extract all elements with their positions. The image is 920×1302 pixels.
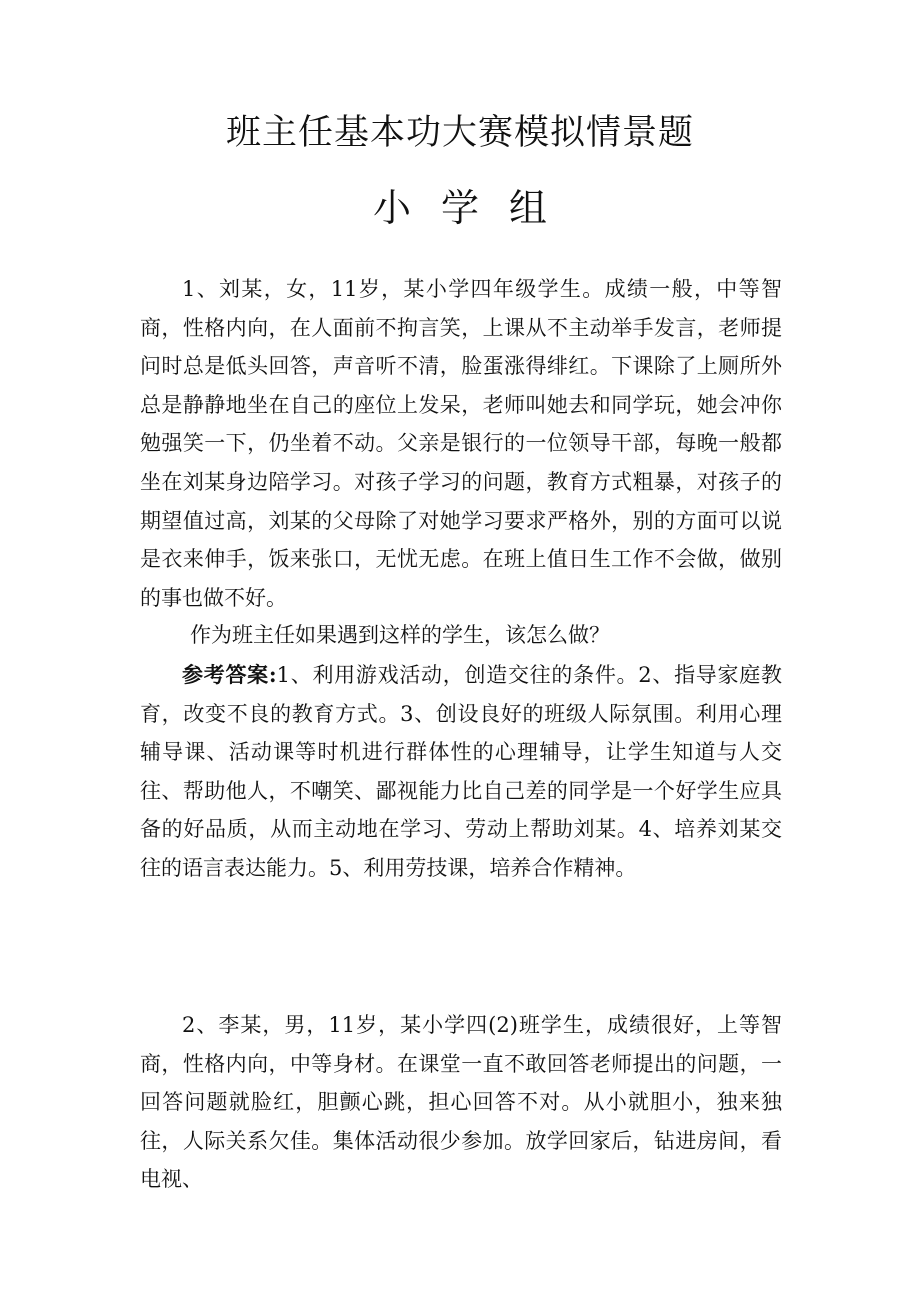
document-title: 班主任基本功大赛模拟情景题 — [225, 113, 694, 153]
case1-question: 作为班主任如果遇到这样的学生，该怎么做？ — [190, 623, 610, 647]
document-subtitle: 小学组 — [372, 186, 577, 230]
case1-answer — [140, 656, 782, 888]
answer-label: 参考答案: — [182, 662, 277, 687]
case2-description: 2、李某，男，11岁，某小学四(2)班学生，成绩很好，上等智商，性格内向，中等身材。在课堂一直不敢回答老师提出的问题，一回答问题就脸红，胆颤心跳，担心回答不对。从小就胆小，独来独往，人际关系欠佳。集体活动很少参加。放学回家后，钻进房间，看电视、 — [140, 1013, 782, 1192]
answer-text: 1、利用游戏活动，创造交往的条件。2、指导家庭教育，改变不良的教育方式。3、创设良好的班级人际氛围。利用心理辅导课、活动课等时机进行群体性的心理辅导，让学生知道与人交往、帮助他人，不嘲笑、鄙视能力比自己差的同学是一个好学生应具备的好品质，从而主动地在学习、劳动上帮助刘某。4、培养刘某交往的语言表达能力。5、利用劳技课，培养合作精神。 — [140, 663, 782, 880]
case1-description: 1、刘某，女，11岁，某小学四年级学生。成绩一般，中等智商，性格内向，在人面前不拘言笑，上课从不主动举手发言，老师提问时总是低头回答，声音听不清，脸蛋涨得绯红。下课除了上厕所外总是静静地坐在自己的座位上发呆，老师叫她去和同学玩，她会冲你勉强笑一下，仍坐着不动。父亲是银行的一位领导干部，每晚一般都坐在刘某身边陪学习。对孩子学习的问题，教育方式粗暴，对孩子的期望值过高，刘某的父母除了对她学习要求严格外，别的方面可以说是衣来伸手，饭来张口，无忧无虑。在班上值日生工作不会做，做别的事也做不好。 — [140, 277, 782, 610]
